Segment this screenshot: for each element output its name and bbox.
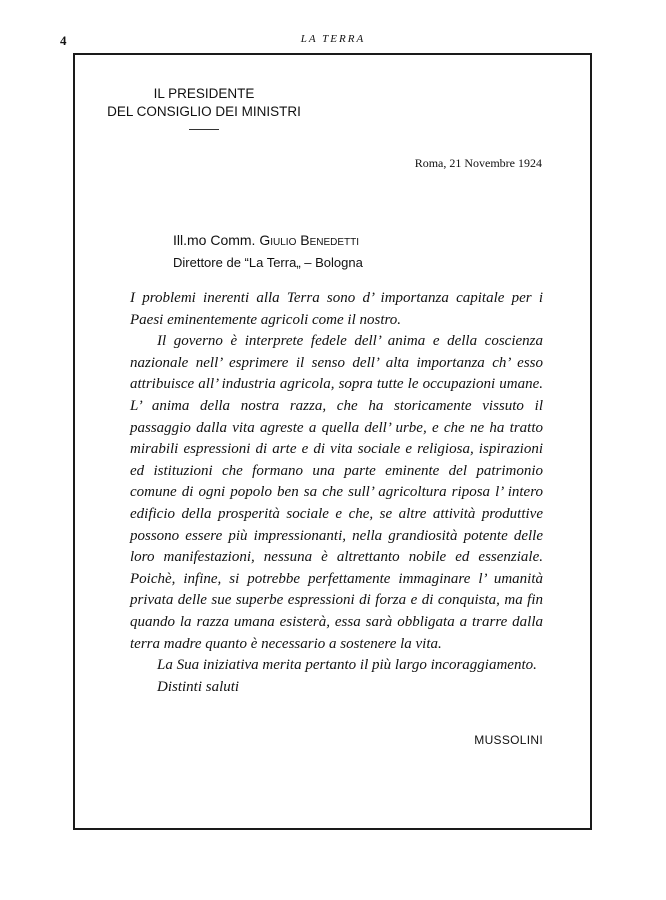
letter-body: [130, 288, 543, 698]
addressee-salutation: Ill.mo Comm.: [173, 232, 256, 248]
letterhead-line-2: DEL CONSIGLIO DEI MINISTRI: [107, 104, 301, 119]
addressee-line: [173, 231, 363, 250]
addressee-block: [173, 231, 363, 272]
addressee-name: Giulio Benedetti: [259, 232, 360, 248]
addressee-role: Direttore de “La Terra„ – Bologna: [173, 255, 363, 270]
body-paragraph: La Sua iniziativa merita pertanto il più largo incoraggiamento.: [157, 657, 537, 674]
body-paragraph: I problemi inerenti alla Terra sono d’ importanza capitale per i Paesi eminentemente agricoli come il nostro.: [130, 290, 543, 328]
running-title: LA TERRA: [300, 33, 366, 45]
signature: MUSSOLINI: [474, 733, 543, 747]
letter-date: Roma, 21 Novembre 1924: [414, 156, 542, 170]
letterhead-rule: [189, 129, 219, 130]
closing-salutation: Distinti saluti: [157, 678, 240, 695]
page-number: 4: [60, 33, 67, 48]
body-paragraph: Il governo è interprete fedele dell’ anima e della coscienza nazionale nell’ esprimere il senso dell’ alta importanza ch’ esso attribuisce all’ industria agricola, sopra tutte le occupazioni umane. L’ anima della nostra razza, che ha storicamente vissuto il passaggio dalla vita agreste a quella dell’ urbe, e che ne ha tratto mirabili espressioni di arte e di vita sociale e religiosa, ispirazioni ed istituzioni che formano una parte eminente del patrimonio comune di ogni popolo ben sa che sull’ agricoltura riposa l’ intero edificio della prosperità sociale e che, se altre attività produttive possono essere più impressionanti, nella grandiosità potente delle loro manifestazioni, nessuna è altrettanto nobile ed essenziale. Poichè, infine, si potrebbe perfettamente immaginare l’ umanità privata delle sue superbe espressioni di forza e di conquista, ma fin quando la razza umana esisterà, essa sarà obbligata a trarre dalla terra madre quanto è necessario a sostenere la vita.: [130, 333, 543, 652]
letterhead-line-1: IL PRESIDENTE: [153, 86, 255, 101]
letterhead: [107, 85, 301, 130]
